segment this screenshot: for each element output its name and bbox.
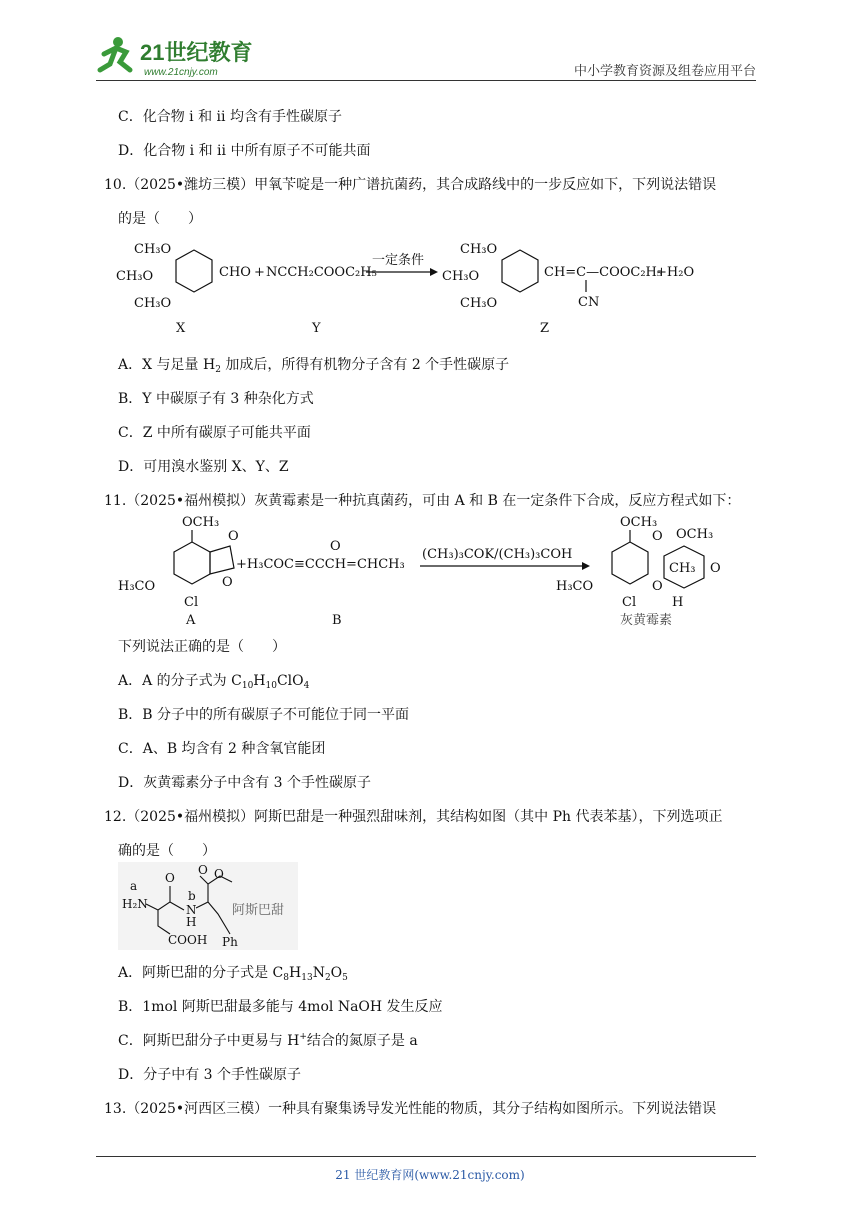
q10-stem-line1	[104, 174, 716, 194]
aspartame-name: 阿斯巴甜	[232, 903, 285, 918]
q10-number: 10.	[104, 177, 127, 193]
q11-option-d: D．灰黄霉素分子中含有 3 个手性碳原子	[118, 775, 372, 791]
p-ch3: CH₃	[669, 561, 696, 576]
z-benzene-ring	[502, 250, 538, 292]
aspartame-structure	[118, 862, 298, 950]
q10-text1: （2025•潍坊三模）甲氧苄啶是一种广谱抗菌药，其合成路线中的一步反应如下，下列说法错误	[126, 177, 717, 193]
z-och3-bot: CH₃O	[460, 296, 498, 311]
label-x: X	[176, 321, 186, 336]
q11-option-a: A．A 的分子式为 $C_{10}H_{10}ClO_4$	[118, 673, 310, 691]
q10-option-b: B．Y 中碳原子有 3 种杂化方式	[118, 391, 314, 407]
footer-divider	[96, 1156, 756, 1157]
product-name: 灰黄霉素	[620, 613, 673, 628]
a-och3: OCH₃	[182, 515, 220, 530]
arrow-head	[430, 268, 438, 276]
ester-o: O	[198, 863, 208, 877]
q13-stem-line1	[104, 1098, 716, 1118]
q12-option-b: B．1mol 阿斯巴甜最多能与 4mol NaOH 发生反应	[118, 999, 443, 1015]
p-och3-2: OCH₃	[676, 527, 714, 542]
x-och3-mid: CH₃O	[116, 269, 154, 284]
p-ring-o: O	[652, 579, 663, 594]
q11-number: 11.	[104, 493, 127, 509]
x-och3-bot: CH₃O	[134, 296, 172, 311]
plus-1: +	[254, 265, 265, 280]
z-och3-mid: CH₃O	[442, 269, 480, 284]
p-h3co: H₃CO	[556, 579, 594, 594]
q12-option-d: D．分子中有 3 个手性碳原子	[118, 1067, 302, 1083]
a-carbonyl-o: O	[228, 529, 239, 544]
h2n-group: H₂N	[122, 897, 148, 911]
y-formula: NCCH₂COOC₂H₅	[266, 265, 377, 280]
amide-n: N	[186, 903, 197, 917]
label-y: Y	[312, 321, 321, 336]
label-b: B	[332, 613, 342, 628]
q11-stem-line2: 下列说法正确的是（ ）	[118, 639, 286, 655]
b-formula: +H₃COC≡CCCH=CHCH₃	[236, 557, 405, 572]
amide-h: H	[186, 915, 197, 929]
q11-text1: （2025•福州模拟）灰黄霉素是一种抗真菌药，可由 A 和 B 在一定条件下合成，反应方程式如下：	[126, 493, 741, 509]
plus-h2o: +H₂O	[656, 265, 695, 280]
q12-text1: （2025•福州模拟）阿斯巴甜是一种强烈甜味剂，其结构如图（其中 Ph 代表苯基），下列选项正	[126, 809, 723, 825]
q10-stem-line2: 的是（ ）	[118, 211, 202, 227]
label-a-atom: a	[130, 879, 138, 893]
q11-option-c: C．A、B 均含有 2 种含氧官能团	[118, 741, 326, 757]
a-furanone-ring	[210, 546, 234, 574]
z-chain: CH=C—COOC₂H₅	[544, 265, 663, 280]
a-ring-o: O	[222, 575, 233, 590]
q10-reaction-scheme	[104, 236, 724, 340]
q11-stem-line1	[104, 490, 740, 510]
logo-text: 21世纪教育	[140, 40, 253, 65]
q12-option-c: C．阿斯巴甜分子中更易与 H+结合的氮原子是 a	[118, 1032, 418, 1049]
q10-option-d: D．可用溴水鉴别 X、Y、Z	[118, 459, 289, 475]
p-cl: Cl	[622, 595, 637, 610]
q12-stem-line1	[104, 806, 723, 826]
q11-conditions: (CH₃)₃COK/(CH₃)₃COH	[422, 547, 573, 562]
a-benzene-ring	[174, 542, 210, 584]
label-b-atom: b	[188, 889, 196, 903]
p-carbonyl-o: O	[652, 529, 663, 544]
site-logo	[96, 34, 266, 80]
q12-option-a: A．阿斯巴甜的分子式是 $C_8H_{13}N_2O_5$	[118, 965, 348, 983]
z-och3-top: CH₃O	[460, 242, 498, 257]
q11-reaction-scheme	[112, 512, 762, 630]
footer-text: 21 世纪教育网(www.21cnjy.com)	[335, 1168, 525, 1182]
header-platform-text: 中小学教育资源及组卷应用平台	[573, 64, 756, 79]
runner-icon	[100, 37, 130, 70]
arrow-condition: 一定条件	[372, 253, 425, 268]
p-h: H	[672, 595, 684, 610]
z-cn: CN	[578, 295, 600, 310]
q10-option-c: C．Z 中所有碳原子可能共平面	[118, 425, 311, 441]
x-benzene-ring	[176, 250, 212, 292]
q12-number: 12.	[104, 809, 127, 825]
option-d-prev: D．化合物 i 和 ii 中所有原子不可能共面	[118, 143, 371, 159]
b-carbonyl-o: O	[330, 539, 341, 554]
header-divider	[96, 80, 756, 81]
q11-arrow-head	[582, 562, 590, 570]
x-och3-top: CH₃O	[134, 242, 172, 257]
option-c-prev: C．化合物 i 和 ii 均含有手性碳原子	[118, 109, 342, 125]
label-a: A	[186, 613, 196, 628]
ester-o2: O	[214, 867, 224, 881]
p-och3: OCH₃	[620, 515, 658, 530]
x-cho: CHO	[219, 265, 251, 280]
amide-o: O	[165, 871, 175, 885]
ph-group: Ph	[222, 935, 238, 949]
q10-option-a: A．X 与足量 $H_2$ 加成后，所得有机物分子含有 2 个手性碳原子	[118, 357, 510, 375]
a-h3co: H₃CO	[118, 579, 156, 594]
q12-stem-line2: 确的是（ ）	[118, 843, 216, 859]
a-cl: Cl	[184, 595, 199, 610]
q13-number: 13.	[104, 1101, 127, 1117]
p-ketone-o: O	[710, 561, 721, 576]
logo-url: www.21cnjy.com	[144, 67, 218, 78]
cooh-group: COOH	[168, 933, 208, 947]
label-z: Z	[540, 321, 550, 336]
q13-text1: （2025•河西区三模）一种具有聚集诱导发光性能的物质，其分子结构如图所示。下列说法错误	[126, 1101, 717, 1117]
p-benzene-ring	[612, 542, 648, 584]
q11-option-b: B．B 分子中的所有碳原子不可能位于同一平面	[118, 707, 410, 723]
